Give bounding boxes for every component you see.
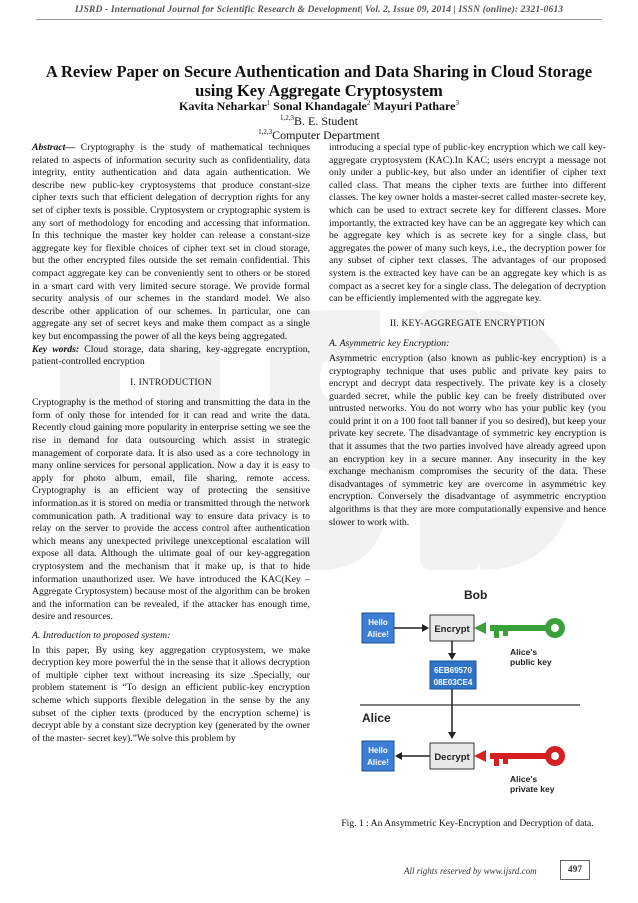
footer-rights: All rights reserved by www.ijsrd.com (404, 866, 537, 876)
ciphertext-line1: 6EB69570 (434, 666, 472, 675)
section-2-subheading: A. Asymmetric key Encryption: (329, 338, 450, 350)
private-key-label-2: private key (510, 784, 555, 794)
section-2-body: Asymmetric encryption (also known as public-key encryption) is a cryptography technique that uses public and private key pairs to encrypt and decrypt data respectively. The private key is a closely guarded secret, while the public key can be freely distributed over untrusted networks. You do not worry who has your public key (you could print it on a 100 foot tall banner if you so desired), but keep your private key secrete. The disadvantage of symmetric key encryption is that it assumes that the two parties involved have already agreed upon an encryption key in a secure manner. Any insecurity in the key exchange mechanism compromises the security of the data. These disadvantages of symmetric key are overcome in asymmetric key encryption. Conversely the disadvantage of asymmetric encryption algorithms is that they are more computationally expensive and hence slower to work with. (329, 352, 606, 528)
author-1: Kavita Neharkar (179, 99, 267, 113)
abstract (32, 142, 310, 344)
affiliation-2-text: Computer Department (272, 128, 380, 142)
encrypt-label: Encrypt (434, 624, 470, 635)
keywords-text: Cloud storage, data sharing, key-aggregate encryption, patient-controlled encryption (32, 343, 310, 368)
keywords (32, 344, 310, 369)
paper-title: A Review Paper on Secure Authentication and Data Sharing in Cloud Storage using Key Aggregate Cryptosystem (45, 62, 593, 100)
alice-label: Alice (362, 711, 391, 725)
affiliation-2-sup: 1,2,3 (258, 128, 273, 136)
arrow-head-3 (448, 732, 456, 739)
public-key-label-1: Alice's (510, 647, 538, 657)
private-key-icon (474, 746, 565, 766)
affiliation-1 (0, 114, 638, 129)
section-2-heading: II. KEY-AGGREGATE ENCRYPTION (389, 318, 546, 329)
public-key-label-2: public key (510, 657, 552, 667)
author-1-sup: 1 (266, 99, 271, 107)
alice-message-line2: Alice! (367, 758, 389, 767)
bob-message-line1: Hello (368, 618, 388, 627)
private-key-label-1: Alice's (510, 774, 538, 784)
abstract-text: Cryptography is the study of mathematical techniques related to aspects of information security such as confidentiality, data integrity, entity authentication and data again authentication. We describe new public-key cryptosystems that produce constant-size cipher texts such that efficient delegation of decryption rights for any set of cipher texts is possible. Cryptosystem or cryptographic system is any sort of methodology for encoding and accessing that information. In this technique the master key holder can release a constant-size aggregate key for flexible choices of cipher text set in cloud storage, but the other encrypted files outside the set remain confidential. This compact aggregate key can be conveniently sent to others or be stored in a smart card with very limited secure storage. We provide formal security analysis of our schemes in the standard model. We also describe other application of our schemes. In particular, one can aggregate any set of secret keys and make them compact as a single key but encompassing the power of all the keys being aggregated. (32, 142, 310, 342)
affiliation-1-sup: 1,2,3 (279, 114, 294, 122)
keywords-label: Key words: (32, 343, 80, 355)
header-rule (36, 19, 602, 20)
author-3: Mayuri Pathare (373, 99, 456, 113)
author-line (0, 99, 638, 114)
right-column-continued-text: introducing a special type of public-key encryption which we call key- aggregate cryptosystem (KAC).In KAC; users encrypt a message not only under a public-key, but also under an identifier of cipher text called class. That means the cipher texts are further into different classes. The key owner holds a master-secret called master-secrete key, which can be used to extract secrete key for different classes. More importantly, the extracted key have can be an aggregate key which can be aggregate key which is as secrete key for a single class, but aggregates the power of many such keys, i.e., the decryption power for any subset of cipher text classes. The advantages of our proposed system is the extracted key have can be an aggregate key which is as compact as a secret key for a single class. The delegation of decryption can be efficiently implemented with the aggregate key. (329, 142, 606, 305)
arrow-head-4 (395, 752, 402, 760)
author-3-sup: 3 (455, 99, 459, 107)
page-number: 497 (560, 860, 590, 880)
section-1-body: Cryptography is the method of storing and transmitting the data in the form of only those for intended for it can read and write the data. Recently cloud gaining more popularity in enterprise setting we see the rise in demand for data outsourcing which assist in strategic management of corporate data. It is also used as a core technology in many online services for personal application. Now a day it is easy to apply for photo album, email, file sharing, remote access. Cryptography is an efficient way of protecting the sensitive information.as it is stored on media or transmitted through the network communication path. A traditional way to ensure data privacy is to relay on the server to provide the access control after authentication which means any unexpected privilege unexceptional escalation will expose all data. Although the ultimate goal of our key-aggregation cryptosystem and the mechanism that it make up, is that to hide information unauthorized user. We have introduced the KAC(Key –Aggregate Cryptosystem) because most of the algorithm can be broken and the information can be revealed, if the attacker has enough time, desire and resources. (32, 397, 310, 623)
arrow-head-1 (422, 624, 429, 632)
bob-label: Bob (464, 588, 488, 602)
journal-header: IJSRD - International Journal for Scientific Research & Development| Vol. 2, Issue 09, 2014 | ISSN (online): 2321-0613 (74, 4, 564, 15)
subsection-a-body: In this paper, By using key aggregation cryptosystem, we make decryption key more powerful the in the sense that it allows decryption of multiple cipher text without increasing its size .Specially, our problem statement is “To design an efficient public-key encryption scheme which supports flexible delegation in the sense by the any subset of the cipher texts (produced by the encryption scheme) is decrypt able by a constant size decryption key (generated by the owner of the master- secret key).”We solve this problem by (32, 644, 310, 744)
bob-message-line2: Alice! (367, 630, 389, 639)
ciphertext-line2: 08E03CE4 (433, 678, 473, 687)
public-key-icon (474, 618, 565, 638)
section-1-heading: I. INTRODUCTION (130, 377, 212, 388)
author-2-sup: 2 (366, 99, 371, 107)
right-column (329, 142, 606, 529)
figure-caption: Fig. 1 : An Ansymmetric Key-Encryption and Decryption of data. (341, 818, 594, 829)
left-column (32, 142, 310, 745)
encryption-diagram (360, 585, 580, 803)
decrypt-label: Decrypt (434, 752, 470, 763)
affiliation-1-text: B. E. Student (293, 114, 358, 128)
affiliation-2 (0, 128, 638, 143)
arrow-head-2 (448, 653, 456, 660)
abstract-label: Abstract— (32, 142, 76, 153)
alice-message-line1: Hello (368, 746, 388, 755)
subsection-a-heading: A. Introduction to proposed system: (32, 629, 171, 641)
author-2: Sonal Khandagale (273, 99, 367, 113)
